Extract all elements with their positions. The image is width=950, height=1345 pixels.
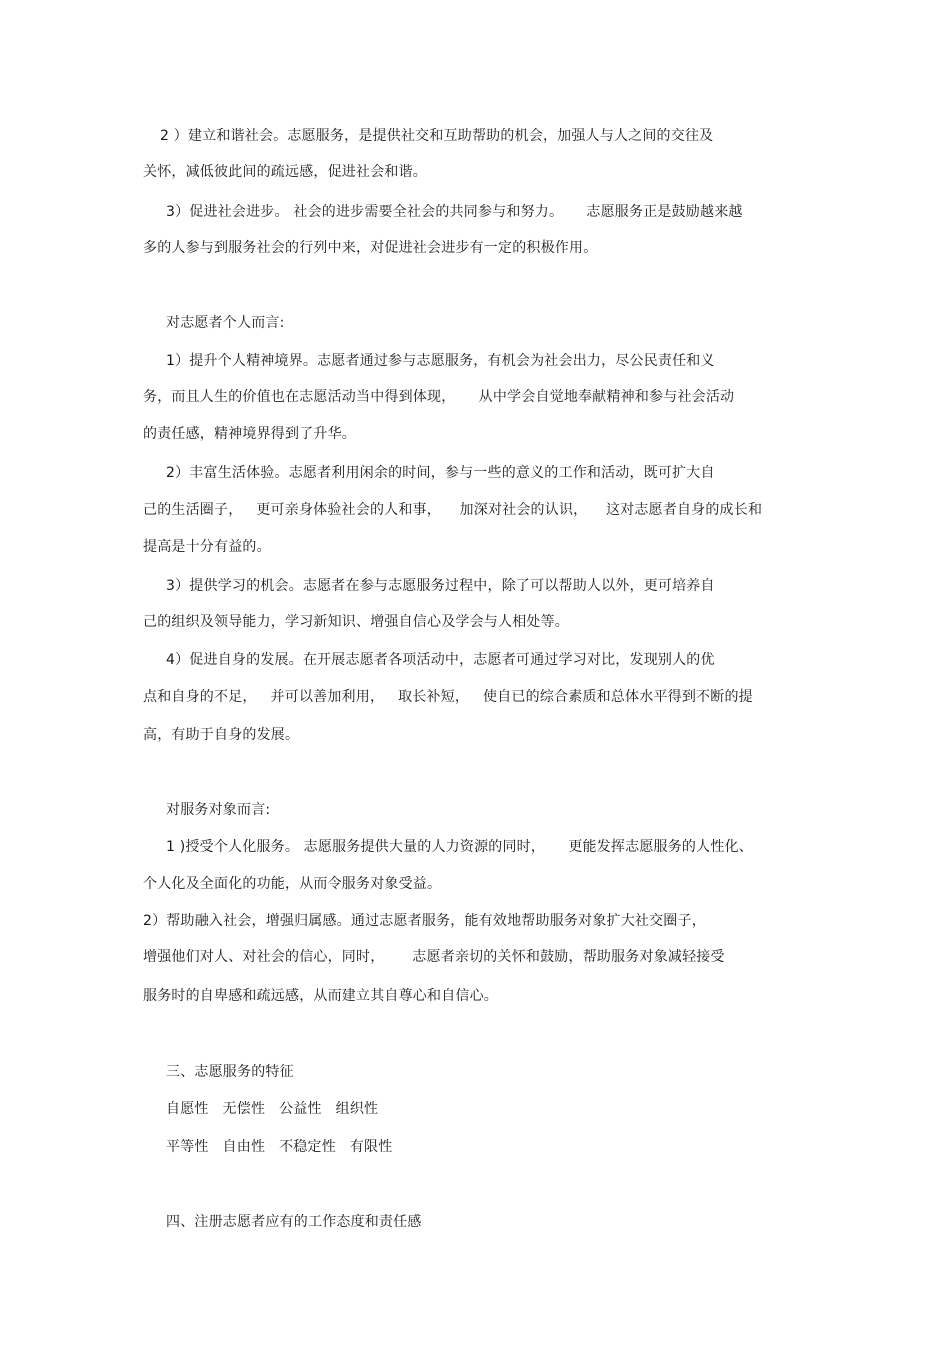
individual-item2-line3: 提高是十分有益的。 [143, 539, 271, 555]
society-item3-line2: 多的人参与到服务社会的行列中来，对促进社会进步有一定的积极作用。 [143, 240, 598, 256]
society-item2-line1: 2 ）建立和谐社会。志愿服务，是提供社交和互助帮助的机会，加强人与人之间的交往及 [160, 128, 714, 144]
individual-item4-line3: 高，有助于自身的发展。 [143, 727, 300, 743]
recipients-item1-line1: 1 )授受个人化服务。 志愿服务提供大量的人力资源的同时， 更能发挥志愿服务的人性化、 [166, 839, 753, 855]
individual-item2-line2: 己的生活圈子， 更可亲身体验社会的人和事， 加深对社会的认识， 这对志愿者自身的成长和 [143, 502, 763, 518]
section4-heading: 四、注册志愿者应有的工作态度和责任感 [166, 1214, 422, 1230]
individual-heading: 对志愿者个人而言: [166, 315, 285, 331]
section3-traits-row2: 平等性 自由性 不稳定性 有限性 [166, 1139, 393, 1155]
society-item3-line1: 3）促进社会进步。 社会的进步需要全社会的共同参与和努力。 志愿服务正是鼓励越来越 [166, 204, 743, 220]
individual-item1-line1: 1）提升个人精神境界。志愿者通过参与志愿服务，有机会为社会出力，尽公民责任和义 [166, 353, 715, 369]
individual-item1-line2: 务，而且人生的价值也在志愿活动当中得到体现， 从中学会自觉地奉献精神和参与社会活动 [143, 389, 735, 405]
individual-item4-line2: 点和自身的不足， 并可以善加利用， 取长补短， 使自已的综合素质和总体水平得到不断的提 [143, 689, 753, 705]
individual-item3-line2: 己的组织及领导能力，学习新知识、增强自信心及学会与人相处等。 [143, 614, 569, 630]
recipients-heading: 对服务对象而言: [166, 802, 271, 818]
recipients-item2-line3: 服务时的自卑感和疏远感，从而建立其自尊心和自信心。 [143, 988, 498, 1004]
individual-item1-line3: 的责任感，精神境界得到了升华。 [143, 426, 356, 442]
recipients-item2-line1: 2）帮助融入社会，增强归属感。通过志愿者服务，能有效地帮助服务对象扩大社交圈子， [143, 913, 706, 929]
individual-item4-line1: 4）促进自身的发展。在开展志愿者各项活动中，志愿者可通过学习对比，发现别人的优 [166, 652, 715, 668]
section3-traits-row1: 自愿性 无偿性 公益性 组织性 [166, 1101, 379, 1117]
individual-item3-line1: 3）提供学习的机会。志愿者在参与志愿服务过程中，除了可以帮助人以外，更可培养自 [166, 578, 715, 594]
society-item2-line2: 关怀，减低彼此间的疏远感，促进社会和谐。 [143, 164, 427, 180]
individual-item2-line1: 2）丰富生活体验。志愿者利用闲余的时间，参与一些的意义的工作和活动，既可扩大自 [166, 465, 715, 481]
recipients-item1-line2: 个人化及全面化的功能，从而令服务对象受益。 [143, 876, 442, 892]
recipients-item2-line2: 增强他们对人、对社会的信心，同时， 志愿者亲切的关怀和鼓励，帮助服务对象减轻接受 [143, 949, 725, 965]
section3-heading: 三、志愿服务的特征 [166, 1064, 294, 1080]
